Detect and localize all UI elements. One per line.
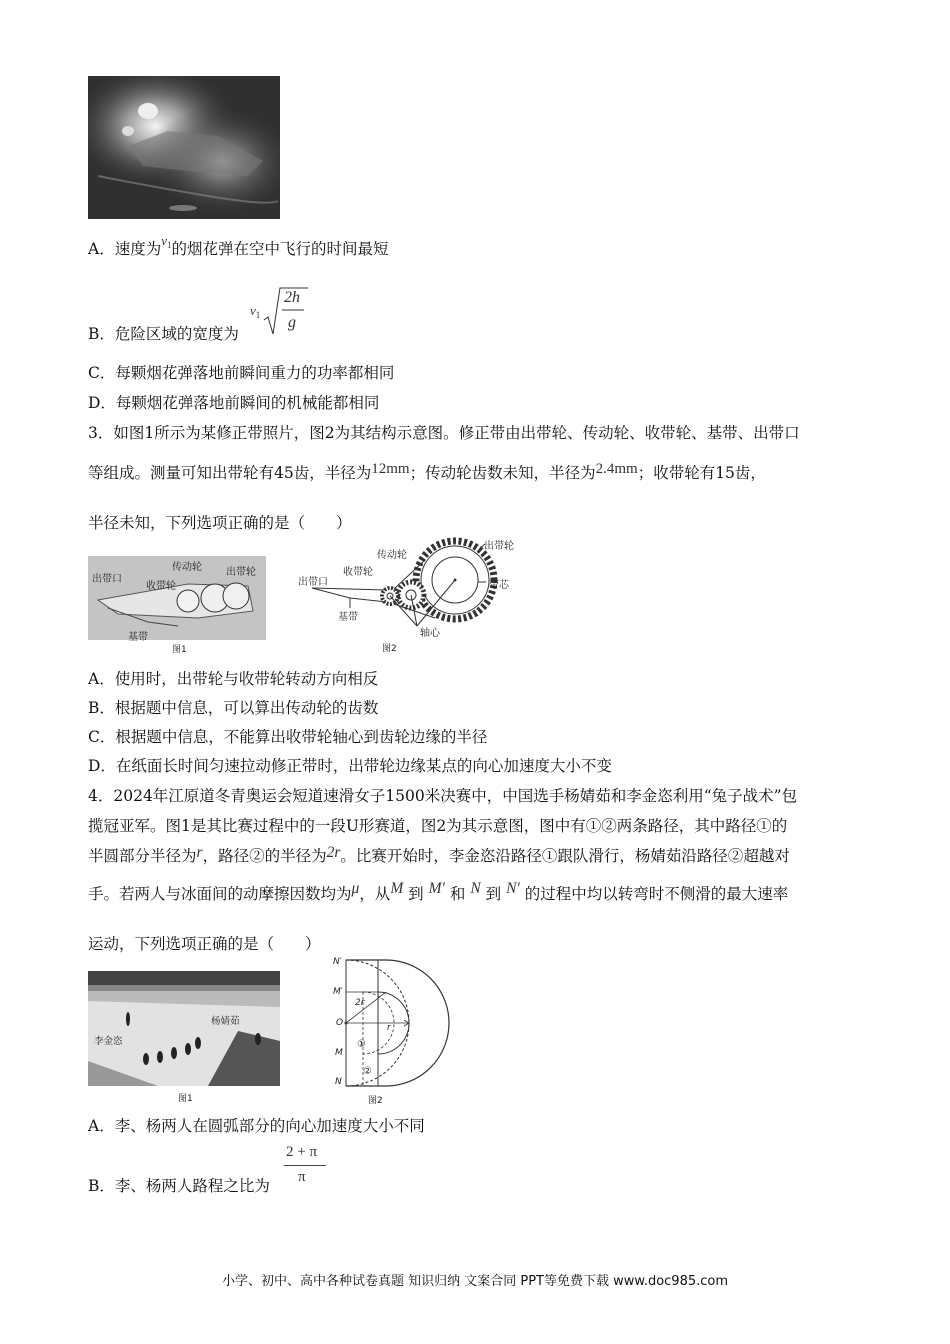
stem-text: 手。若两人与冰面间的动摩擦因数均为 — [88, 885, 352, 903]
option-text: B．李、杨两人路程之比为 — [88, 1177, 270, 1195]
v-var: v — [161, 233, 167, 248]
mu-symbol: μ — [351, 880, 360, 897]
radius-2r: 2r — [326, 844, 341, 861]
fig2-path-1: ① — [357, 1039, 366, 1050]
fig1-label-supply-wheel: 出带轮 — [226, 567, 256, 578]
fig2-label-2r: 2r — [355, 998, 365, 1008]
q4-option-b — [88, 1174, 270, 1196]
fraction-bar — [284, 1165, 326, 1166]
q3-option-d: D．在纸面长时间匀速拉动修正带时，出带轮边缘某点的向心加速度大小不变 — [88, 757, 612, 775]
fig1-caption: 图1 — [172, 645, 187, 655]
q4-stem-line3 — [88, 844, 790, 866]
fig2-caption: 图2 — [382, 644, 397, 654]
frac-numerator: 2h — [284, 289, 300, 306]
q3-option-b: B．根据题中信息，可以算出传动轮的齿数 — [88, 699, 379, 717]
fig2-label-outlet: 出带口 — [298, 577, 328, 588]
q4-stem-line4 — [88, 882, 788, 904]
radius-r: r — [196, 844, 203, 861]
fig2-point-N: N — [335, 1077, 342, 1087]
fig1-label-base-tape: 基带 — [128, 632, 148, 643]
q2-option-d: D．每颗烟花弹落地前瞬间的机械能都相同 — [88, 394, 380, 412]
fig1-label-li: 李金恣 — [94, 1036, 123, 1047]
q4-stem-line2: 揽冠亚军。图1是其比赛过程中的一段U形赛道，图2为其示意图，图中有①②两条路径，其中路径①的 — [88, 817, 788, 835]
q3-option-a: A．使用时，出带轮与收带轮转动方向相反 — [88, 670, 379, 688]
q3-stem-line3: 半径未知，下列选项正确的是（ ） — [88, 514, 352, 532]
q3-stem-line2 — [88, 461, 766, 483]
point-N-prime: N′ — [506, 880, 520, 897]
fireworks-photo — [88, 76, 280, 219]
stem-text: ；传动轮齿数未知，半径为 — [409, 464, 596, 482]
fig2-label-supply-wheel: 出带轮 — [484, 541, 514, 552]
fig2-path-2: ② — [363, 1066, 372, 1077]
point-M: M — [390, 880, 404, 897]
stem-text: 的过程中均以转弯时不侧滑的最大速率 — [524, 885, 789, 903]
v-sub: 1 — [255, 310, 261, 320]
page-footer: 小学、初中、高中各种试卷真题 知识归纳 文案合同 PPT等免费下载 www.doc985.com — [221, 1274, 729, 1289]
q2-option-a — [88, 233, 389, 259]
fig2-label-base-tape: 基带 — [338, 612, 358, 623]
stem-text: 和 — [449, 885, 466, 903]
b-formula — [248, 286, 308, 338]
q4-stem-line1: 4．2024年江原道冬青奥运会短道速滑女子1500米决赛中，中国选手杨婧茹和李金恣利用“兔子战术”包 — [88, 787, 798, 805]
fig1-label-take-up-wheel: 收带轮 — [146, 581, 176, 592]
q3-option-c: C．根据题中信息，不能算出收带轮轴心到齿轮边缘的半径 — [88, 728, 488, 746]
fig2-label-r: r — [387, 1023, 391, 1033]
frac-denominator: π — [298, 1169, 306, 1185]
point-N: N — [470, 880, 481, 897]
v-var: v — [250, 303, 256, 318]
radius-2-4mm: 2.4mm — [595, 461, 638, 477]
fig2-point-O: O — [336, 1018, 344, 1028]
fig1-label-drive-wheel: 传动轮 — [172, 562, 202, 573]
ratio-fraction — [284, 1144, 328, 1194]
stem-text: ；收带轮有15齿， — [637, 464, 766, 482]
stem-text: 半圆部分半径为 — [88, 847, 197, 865]
fig2-label-core: 带芯 — [489, 580, 509, 591]
fig1-label-outlet: 出带口 — [92, 574, 122, 585]
v1-symbol — [161, 233, 171, 248]
q4-option-a: A．李、杨两人在圆弧部分的向心加速度大小不同 — [88, 1117, 425, 1135]
fig1-caption: 图1 — [178, 1094, 193, 1104]
fig2-point-M-prime: M′ — [333, 987, 343, 997]
radius-12mm: 12mm — [371, 461, 410, 477]
option-text: B．危险区域的宽度为 — [88, 325, 239, 343]
stem-text: ，路径②的半径为 — [202, 847, 327, 865]
fig2-point-M: M — [335, 1048, 343, 1058]
speed-skating-photo — [88, 971, 280, 1086]
fig1-label-yang: 杨婧茹 — [211, 1016, 240, 1027]
stem-text: 。比赛开始时，李金恣沿路径①跟队滑行，杨婧茹沿路径②超越对 — [340, 847, 790, 865]
v-sub: 1 — [166, 240, 172, 250]
stem-text: ，从 — [359, 885, 391, 903]
fig2-label-drive-wheel: 传动轮 — [377, 550, 407, 561]
fig2-caption: 图2 — [368, 1096, 383, 1106]
frac-denominator: g — [288, 314, 296, 331]
q3-stem-line1: 3．如图1所示为某修正带照片，图2为其结构示意图。修正带由出带轮、传动轮、收带轮、基带、出带口 — [88, 424, 800, 442]
q2-option-c: C．每颗烟花弹落地前瞬间重力的功率都相同 — [88, 364, 395, 382]
fig2-point-N-prime: N′ — [333, 957, 342, 967]
option-text: 的烟花弹在空中飞行的时间最短 — [171, 240, 389, 258]
stem-text: 到 — [485, 885, 502, 903]
frac-numerator: 2 + π — [286, 1144, 318, 1160]
stem-text: 等组成。测量可知出带轮有45齿，半径为 — [88, 464, 372, 482]
fig2-label-axle: 轴心 — [420, 628, 440, 639]
fig2-label-take-up-wheel: 收带轮 — [343, 567, 373, 578]
q2-option-b — [88, 322, 239, 344]
option-text: A．速度为 — [88, 240, 162, 258]
q4-stem-line5: 运动，下列选项正确的是（ ） — [88, 935, 321, 953]
v1-symbol — [250, 303, 260, 320]
stem-text: 到 — [408, 885, 424, 903]
correction-tape-diagram — [290, 536, 530, 656]
point-M-prime: M′ — [428, 880, 445, 897]
